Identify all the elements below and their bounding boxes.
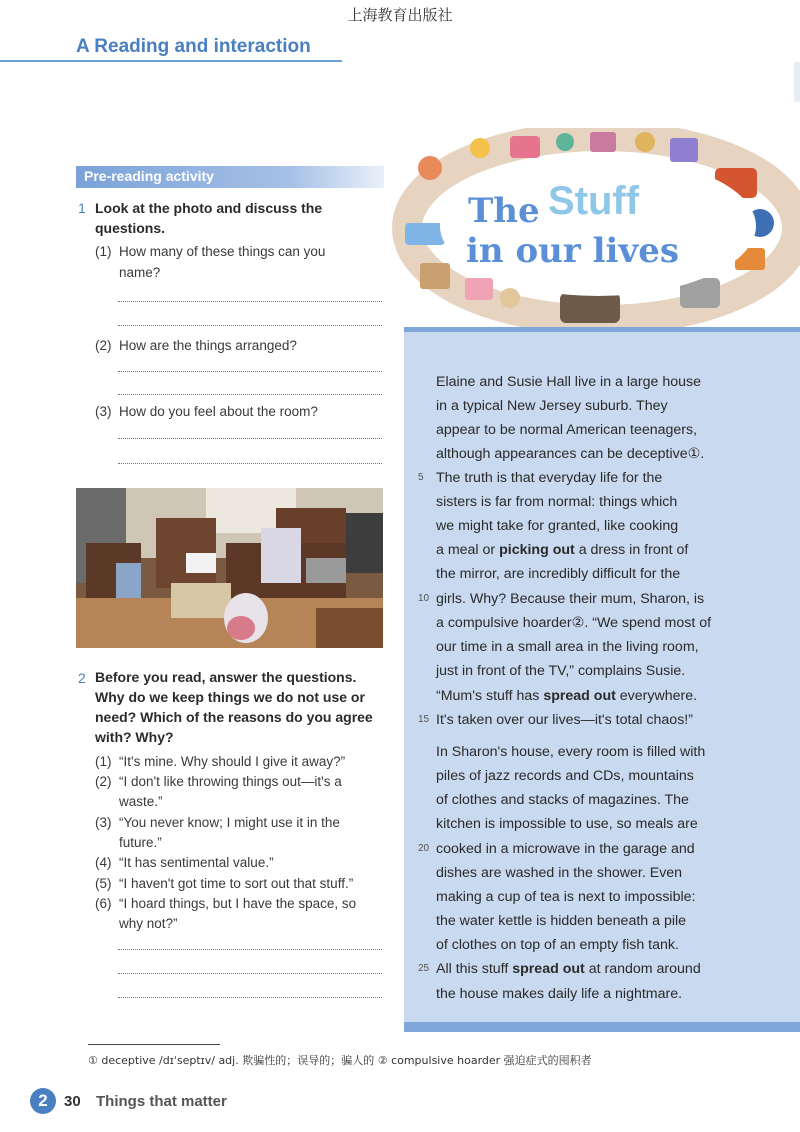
q2-item-5-number: (5) [95,876,112,891]
section-heading: A Reading and interaction [76,36,311,57]
answer-line[interactable] [118,438,382,439]
q2-item-6-number: (6) [95,896,112,911]
line-number: 25 [418,963,430,974]
q2-item-2-number: (2) [95,774,112,789]
q1-item-1-number: (1) [95,244,112,259]
story-line: although appearances can be deceptive①. [436,446,705,462]
story-line: girls. Why? Because their mum, Sharon, is [436,591,705,607]
line-number: 15 [418,714,430,725]
page-edge-mark [794,62,800,102]
story-line: dishes are washed in the shower. Even [436,865,683,881]
footnote-rule [88,1044,220,1045]
question-2-title-line1: Before you read, answer the questions. [95,669,357,685]
section-rule [0,60,342,62]
answer-line[interactable] [118,301,382,302]
question-2-title-line3: need? Which of the reasons do you agree [95,709,373,725]
story-line: of clothes and stacks of magazines. The [436,792,689,808]
answer-line[interactable] [118,325,382,326]
story-line: just in front of the TV,” complains Susie. [436,663,686,679]
unit-title: Things that matter [96,1093,227,1110]
q2-item-3-line2: future.” [119,835,162,850]
q2-item-3-number: (3) [95,815,112,830]
story-line: in a typical New Jersey suburb. They [436,398,668,414]
answer-line[interactable] [118,394,382,395]
answer-line[interactable] [118,371,382,372]
title-illustration [380,128,800,338]
line-number: 20 [418,843,430,854]
title-word-stuff: Stuff [548,179,640,223]
line-number: 10 [418,593,430,604]
title-line2: in our lives [466,231,679,271]
story-line: we might take for granted, like cooking [436,518,679,534]
answer-line[interactable] [118,463,382,464]
q2-item-6-line1: “I hoard things, but I have the space, so [119,896,357,911]
question-2-number: 2 [78,670,86,686]
pre-reading-label: Pre-reading activity [84,168,214,184]
q1-item-2-number: (2) [95,338,112,353]
story-line: a meal or picking out a dress in front of [436,542,689,558]
q2-item-5-line1: “I haven't got time to sort out that stuff.” [119,876,354,891]
story-line: making a cup of tea is next to impossible: [436,889,696,905]
line-number: 5 [418,472,424,483]
story-line: piles of jazz records and CDs, mountains [436,768,694,784]
q1-item-1-line1: How many of these things can you [119,244,326,259]
pre-reading-bar [76,166,384,188]
q2-item-1-number: (1) [95,754,112,769]
story-line: “Mum's stuff has spread out everywhere. [436,688,698,704]
story-line: our time in a small area in the living room, [436,639,699,655]
q2-item-2-line1: “I don't like throwing things out—it's a [119,774,342,789]
story-line: the mirror, are incredibly difficult for the [436,566,681,582]
question-1-title-line1: Look at the photo and discuss the [95,200,323,216]
q2-item-2-line2: waste.” [119,794,163,809]
page-number: 30 [64,1093,81,1110]
question-1-number: 1 [78,200,86,216]
story-line: of clothes on top of an empty fish tank. [436,937,679,953]
story-line: cooked in a microwave in the garage and [436,841,695,857]
story-line: appear to be normal American teenagers, [436,422,698,438]
q2-item-3-line1: “You never know; I might use it in the [119,815,340,830]
question-1-title-line2: questions. [95,220,166,236]
question-2-title-line4: with? Why? [95,729,174,745]
q1-item-2-line1: How are the things arranged? [119,338,297,353]
answer-line[interactable] [118,973,382,974]
publisher-header: 上海教育出版社 [347,6,453,24]
q2-item-4-number: (4) [95,855,112,870]
panel-bottom-rule [404,1022,800,1032]
answer-line[interactable] [118,949,382,950]
answer-line[interactable] [118,997,382,998]
story-line: It's taken over our lives—it's total chaos!” [436,712,693,728]
story-line: the house makes daily life a nightmare. [436,986,683,1002]
story-line: Elaine and Susie Hall live in a large house [436,374,701,390]
story-line: kitchen is impossible to use, so meals are [436,816,698,832]
story-line: In Sharon's house, every room is filled with [436,744,706,760]
question-2-title-line2: Why do we keep things we do not use or [95,689,365,705]
story-line: The truth is that everyday life for the [436,470,663,486]
story-line: All this stuff spread out at random around [436,961,701,977]
title-word-the: The [468,191,540,231]
q1-item-1-line2: name? [119,265,161,280]
story-line: the water kettle is hidden beneath a pile [436,913,687,929]
q2-item-1-line1: “It's mine. Why should I give it away?” [119,754,346,769]
footnote: ① deceptive /dɪˈseptɪv/ adj. 欺骗性的；误导的；骗人的 ② compulsive hoarder 强迫症式的囤积者 [88,1054,592,1067]
unit-number-badge: 2 [30,1088,56,1114]
q1-item-3-number: (3) [95,404,112,419]
q2-item-4-line1: “It has sentimental value.” [119,855,274,870]
cluttered-room-photo [76,488,383,648]
q2-item-6-line2: why not?” [119,916,178,931]
story-line: sisters is far from normal: things which [436,494,678,510]
q1-item-3-line1: How do you feel about the room? [119,404,318,419]
story-line: a compulsive hoarder②. “We spend most of [436,615,712,631]
